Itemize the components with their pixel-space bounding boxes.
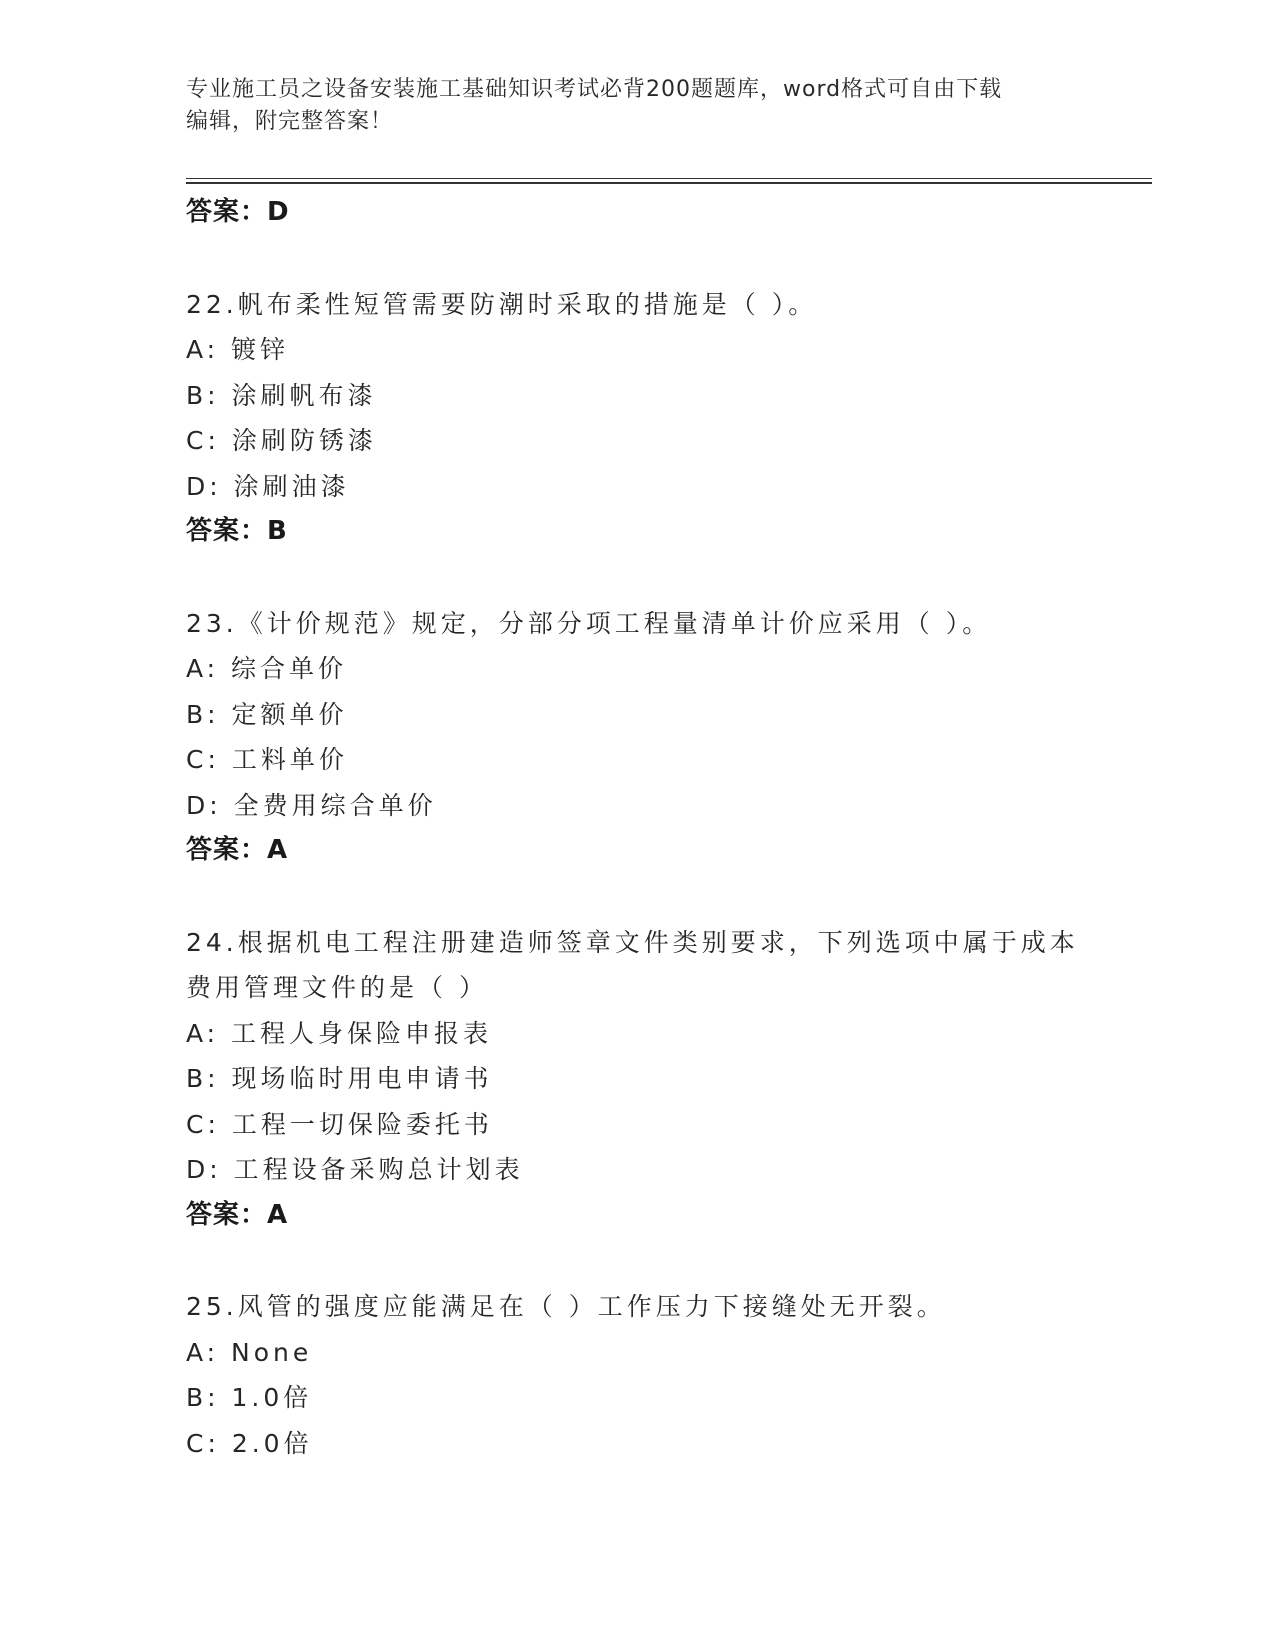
question-stem-line-2: 费用管理文件的是（ ） — [186, 973, 488, 1002]
option-a: A: 综合单价 — [186, 654, 348, 683]
option-b: B: 涂刷帆布漆 — [186, 380, 377, 410]
question-25 — [186, 1284, 1106, 1466]
header-divider — [186, 178, 1152, 179]
answer: 答案：A — [186, 835, 289, 865]
option-c: C: 工料单价 — [186, 745, 348, 774]
document-header — [186, 74, 1086, 138]
question-24 — [186, 920, 1106, 1239]
option-d: D: 涂刷油漆 — [186, 471, 350, 501]
answer: 答案：A — [186, 1199, 289, 1230]
document-body — [186, 190, 1106, 1466]
option-a: A: 工程人身保险申报表 — [186, 1018, 493, 1048]
question-stem: 25.风管的强度应能满足在（ ）工作压力下接缝处无开裂。 — [186, 1292, 946, 1321]
question-22 — [186, 282, 1106, 555]
question-23 — [186, 601, 1106, 874]
question-stem-line-1: 24.根据机电工程注册建造师签章文件类别要求，下列选项中属于成本 — [186, 927, 1079, 957]
answer: 答案：B — [186, 516, 288, 546]
option-d: D: 全费用综合单价 — [186, 790, 437, 820]
option-c: C: 2.0倍 — [186, 1428, 313, 1458]
previous-answer: 答案：D — [186, 197, 290, 227]
question-stem: 22.帆布柔性短管需要防潮时采取的措施是（ ）。 — [186, 289, 818, 319]
header-line-2: 编辑，附完整答案！ — [186, 109, 394, 134]
question-stem: 23.《计价规范》规定，分部分项工程量清单计价应采用（ ）。 — [186, 608, 992, 638]
option-d: D: 工程设备采购总计划表 — [186, 1155, 524, 1184]
option-a: A: 镀锌 — [186, 335, 290, 364]
option-c: C: 工程一切保险委托书 — [186, 1109, 493, 1139]
option-b: B: 定额单价 — [186, 699, 348, 729]
option-a: A: None — [186, 1337, 313, 1367]
option-c: C: 涂刷防锈漆 — [186, 426, 377, 455]
header-divider-double — [186, 182, 1152, 184]
option-b: B: 现场临时用电申请书 — [186, 1064, 493, 1093]
header-line-1: 专业施工员之设备安装施工基础知识考试必背200题题库，word格式可自由下载 — [186, 77, 1003, 102]
option-b: B: 1.0倍 — [186, 1383, 313, 1412]
